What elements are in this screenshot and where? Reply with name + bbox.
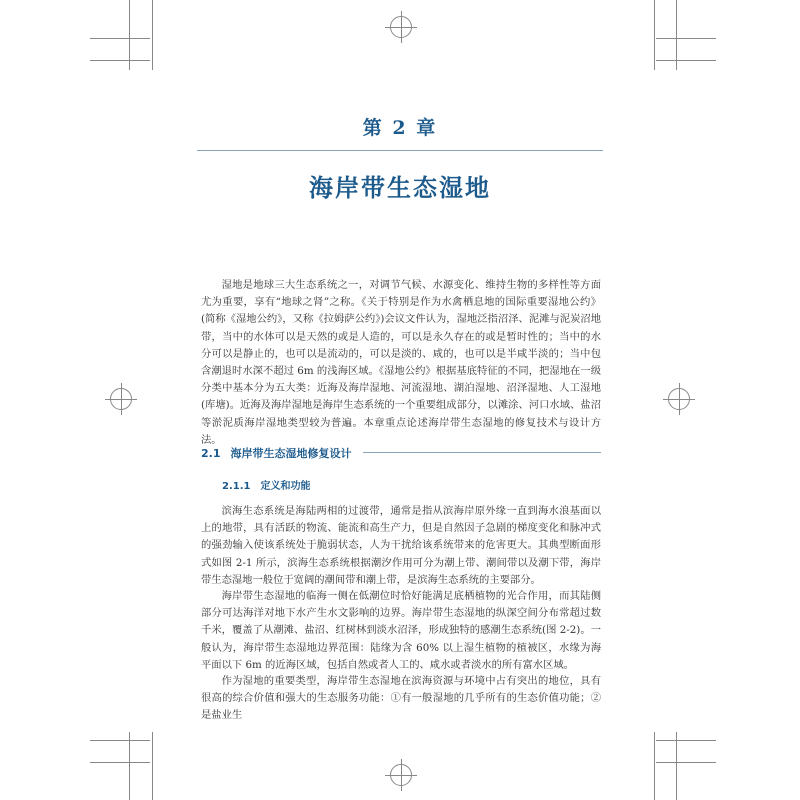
registration-mark-left [110, 388, 132, 410]
chapter-title: 海岸带生态湿地 [309, 174, 491, 202]
section-heading [201, 445, 352, 461]
section-divider [363, 452, 601, 453]
subsection-title: 定义和功能 [260, 481, 311, 492]
registration-mark-bottom [390, 764, 412, 786]
section-number: 2.1 [201, 447, 221, 460]
chapter-divider [197, 150, 603, 151]
section-title: 海岸带生态湿地修复设计 [230, 447, 352, 460]
registration-mark-top [390, 16, 412, 38]
body-paragraph: 海岸带生态湿地的临海一侧在低潮位时恰好能满足底栖植物的光合作用，而其陆侧部分可达海洋对地下水产生水文影响的边界。海岸带生态湿地的纵深空间分布常超过数千米，覆盖了从潮滩、盐沼、红树林到淡水沼泽，形成独特的感潮生态系统(图 2-2)。一般认为，海岸带生态湿地边界范围：陆缘为含 60% 以上湿生植物的植被区，水缘为海平面以下 6m 的近海区域，包括自然或者人工的、咸水或者淡水的所有富水区域。 [201, 590, 601, 671]
chapter-number: 第 2 章 [362, 117, 438, 139]
subsection-number: 2.1.1 [222, 481, 251, 492]
subsection-heading [222, 477, 310, 492]
intro-paragraph: 湿地是地球三大生态系统之一，对调节气候、水源变化、维持生物的多样性等方面尤为重要，享有“地球之肾”之称。《关于特别是作为水禽栖息地的国际重要湿地公约》(简称《湿地公约》，又称《拉姆萨公约》)会议文件认为，湿地泛指沼泽、泥滩与泥炭沼地带，当中的水体可以是天然的或是人造的，可以是永久存在的或是暂时性的；当中的水分可以是静止的，也可以是流动的，可以是淡的、咸的，也可以是半咸半淡的；当中包含潮退时水深不超过 6m 的浅海区域。《湿地公约》根据基底特征的不同，把湿地在一级分类中基本分为五大类：近海及海岸湿地、河流湿地、湖泊湿地、沼泽湿地、人工湿地(库塘)。近海及海岸湿地是海岸生态系统的一个重要组成部分，以滩涂、河口水域、盐沼等淤泥质海岸湿地类型较为普遍。本章重点论述海岸带生态湿地的修复技术与设计方法。 [201, 279, 601, 446]
body-paragraph: 作为湿地的重要类型，海岸带生态湿地在滨海资源与环境中占有突出的地位，具有很高的综合价值和强大的生态服务功能：①有一般湿地的几乎所有的生态价值功能；②是盐业生 [201, 675, 601, 722]
body-paragraph: 滨海生态系统是海陆两相的过渡带，通常是指从滨海岸原外缘一直到海水浪基面以上的地带，具有活跃的物流、能流和高生产力，但是自然因子急剧的梯度变化和脉冲式的强劲输入使该系统处于脆弱状态，人为干扰给该系统带来的危害更大。其典型断面形式如图 2-1 所示，滨海生态系统根据潮汐作用可分为潮上带、潮间带以及潮下带，海岸带生态湿地一般位于宽阔的潮间带和潮上带，是滨海生态系统的主要部分。 [201, 505, 601, 586]
registration-mark-right [668, 388, 690, 410]
